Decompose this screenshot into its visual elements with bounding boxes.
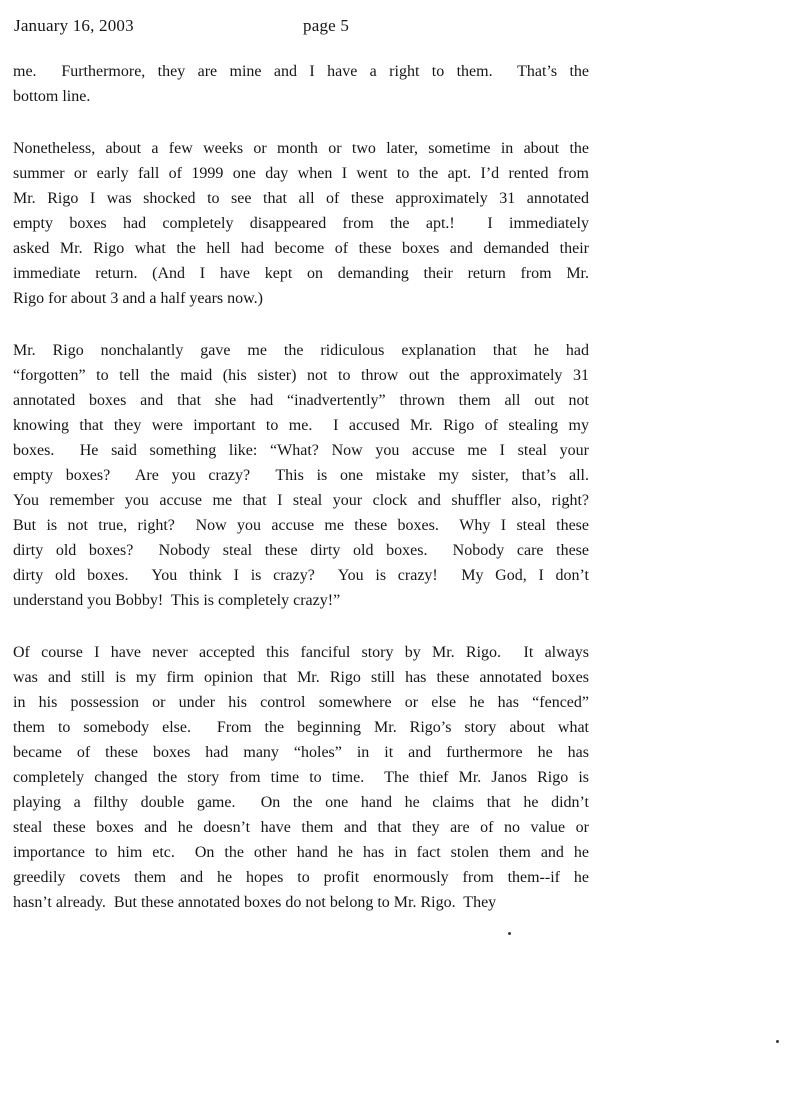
letter-body <box>13 59 589 915</box>
text-line: asked Mr. Rigo what the hell had become of these boxes and demanded their <box>13 240 589 257</box>
paragraph-1 <box>13 59 589 109</box>
text-line: them to somebody else. From the beginning Mr. Rigo’s story about what <box>13 719 589 736</box>
text-line: summer or early fall of 1999 one day when I went to the apt. I’d rented from <box>13 165 589 182</box>
text-line: boxes. He said something like: “What? Now you accuse me I steal your <box>13 442 589 459</box>
document-date: January 16, 2003 <box>14 16 134 35</box>
text-line: completely changed the story from time to time. The thief Mr. Janos Rigo is <box>13 769 589 786</box>
text-line: Nonetheless, about a few weeks or month or two later, sometime in about the <box>13 140 589 157</box>
text-line: knowing that they were important to me. I accused Mr. Rigo of stealing my <box>13 417 589 434</box>
text-line: understand you Bobby! This is completely crazy!” <box>13 592 341 609</box>
page-header <box>0 0 791 38</box>
text-line: hasn’t already. But these annotated boxes do not belong to Mr. Rigo. They <box>13 894 497 911</box>
text-line: But is not true, right? Now you accuse me these boxes. Why I steal these <box>13 517 589 534</box>
text-line: Mr. Rigo I was shocked to see that all of these approximately 31 annotated <box>13 190 589 207</box>
text-line: Of course I have never accepted this fanciful story by Mr. Rigo. It always <box>13 644 589 661</box>
text-line: steal these boxes and he doesn’t have them and that they are of no value or <box>13 819 589 836</box>
text-line: greedily covets them and he hopes to profit enormously from them--if he <box>13 869 589 886</box>
text-line: empty boxes? Are you crazy? This is one mistake my sister, that’s all. <box>13 467 589 484</box>
text-line: Mr. Rigo nonchalantly gave me the ridiculous explanation that he had <box>13 342 589 359</box>
text-line: bottom line. <box>13 88 91 105</box>
scan-artifact-dot <box>508 932 511 935</box>
page-number-label: page 5 <box>303 16 350 35</box>
text-line: became of these boxes had many “holes” in it and furthermore he has <box>13 744 589 761</box>
text-line: You remember you accuse me that I steal your clock and shuffler also, right? <box>13 492 589 509</box>
text-line: was and still is my firm opinion that Mr. Rigo still has these annotated boxes <box>13 669 589 686</box>
text-line: Rigo for about 3 and a half years now.) <box>13 290 263 307</box>
text-line: importance to him etc. On the other hand he has in fact stolen them and he <box>13 844 589 861</box>
paragraph-2 <box>13 136 589 311</box>
text-line: in his possession or under his control somewhere or else he has “fenced” <box>13 694 589 711</box>
text-line: me. Furthermore, they are mine and I have a right to them. That’s the <box>13 63 589 80</box>
paragraph-3 <box>13 338 589 613</box>
text-line: “forgotten” to tell the maid (his sister) not to throw out the approximately 31 <box>13 367 589 384</box>
text-line: dirty old boxes? Nobody steal these dirty old boxes. Nobody care these <box>13 542 589 559</box>
paragraph-4 <box>13 640 589 915</box>
text-line: empty boxes had completely disappeared from the apt.! I immediately <box>13 215 589 232</box>
text-line: playing a filthy double game. On the one hand he claims that he didn’t <box>13 794 589 811</box>
text-line: annotated boxes and that she had “inadvertently” thrown them all out not <box>13 392 589 409</box>
text-line: dirty old boxes. You think I is crazy? You is crazy! My God, I don’t <box>13 567 589 584</box>
scan-artifact-dot <box>776 1040 779 1043</box>
text-line: immediate return. (And I have kept on demanding their return from Mr. <box>13 265 589 282</box>
